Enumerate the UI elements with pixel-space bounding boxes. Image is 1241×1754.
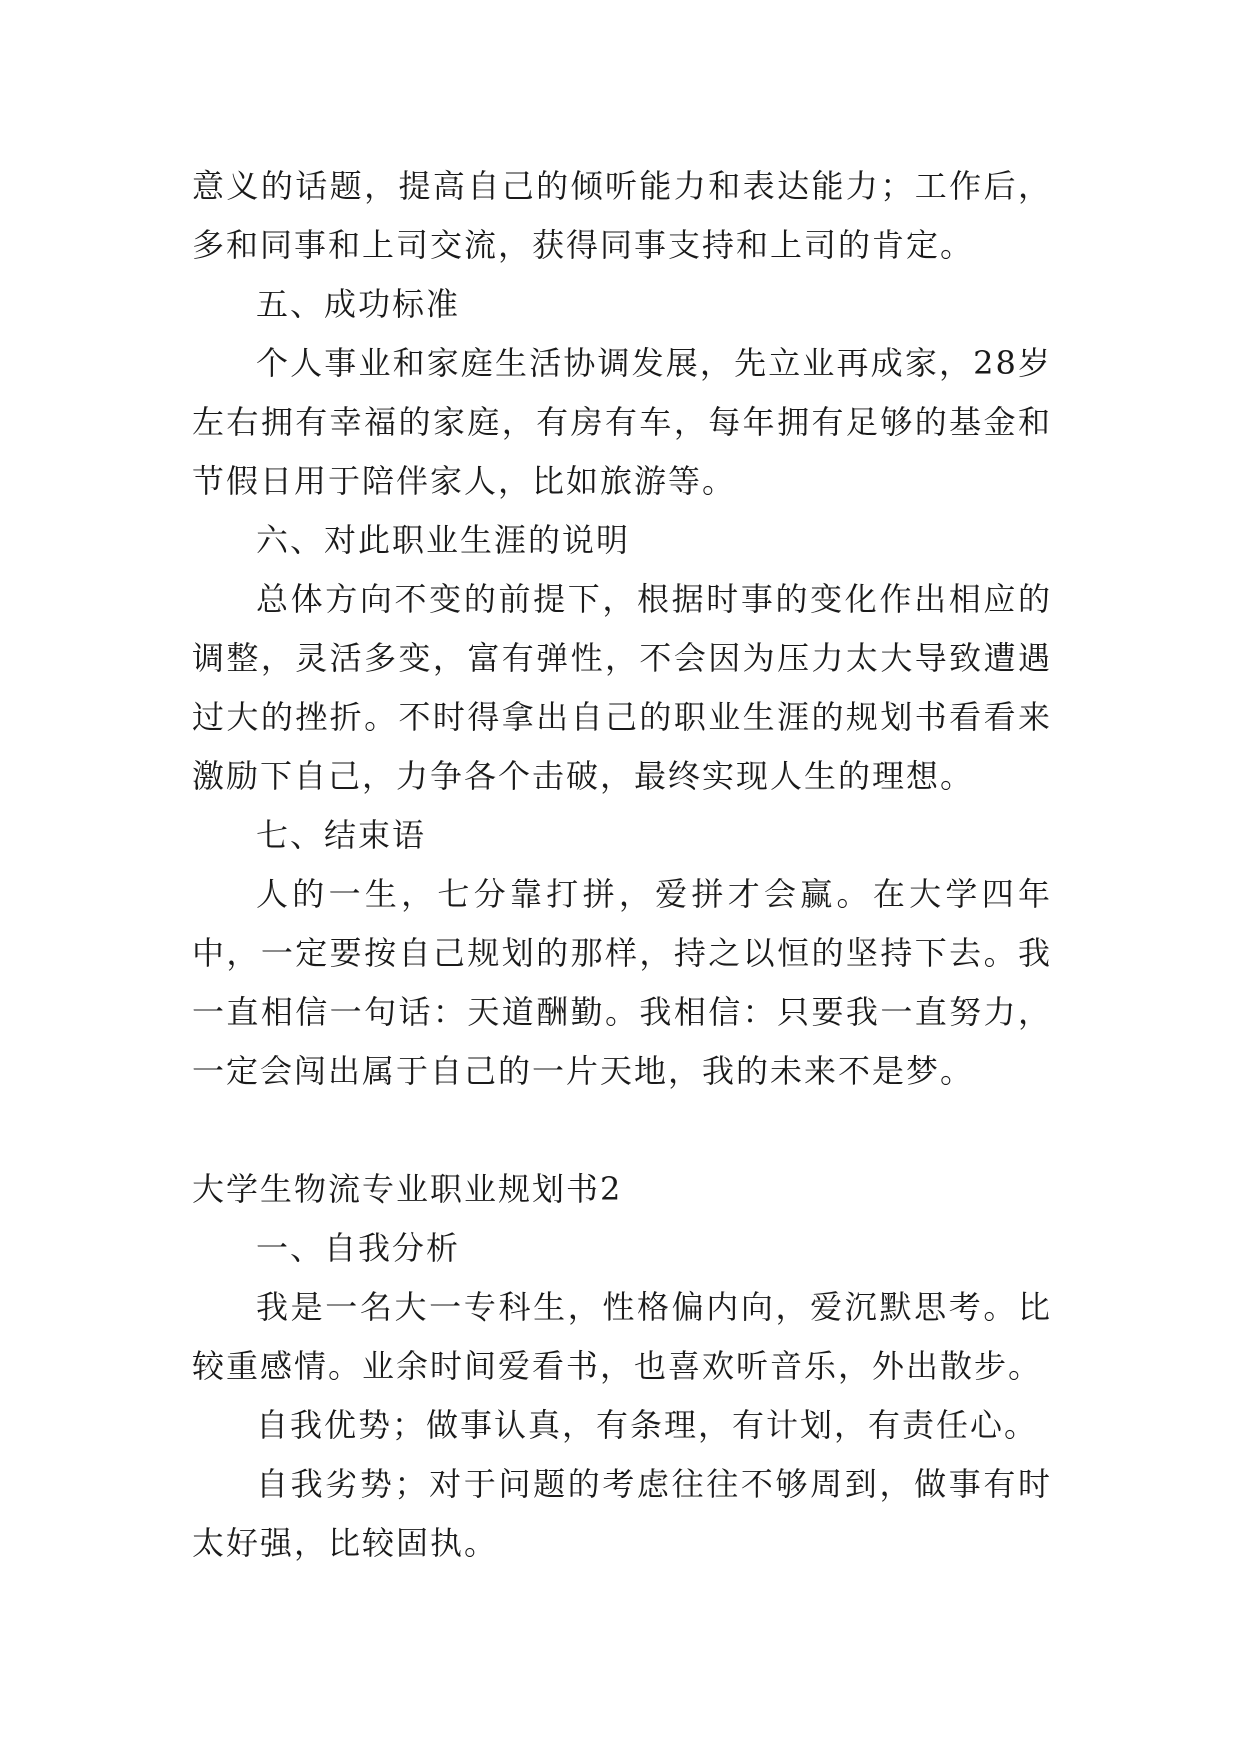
document-title-2: 大学生物流专业职业规划书2: [192, 1170, 623, 1208]
paragraph-strengths: 自我优势；做事认真，有条理，有计划，有责任心。: [256, 1406, 1039, 1444]
document-body: [192, 157, 1052, 1573]
section-heading-success-criteria: 五、成功标准: [256, 285, 461, 323]
section-heading-conclusion: 七、结束语: [256, 816, 427, 854]
paragraph-success-criteria: 个人事业和家庭生活协调发展，先立业再成家，28岁左右拥有幸福的家庭，有房有车，每年拥有足够的基金和节假日用于陪伴家人，比如旅游等。: [192, 344, 1052, 500]
paragraph-conclusion: 人的一生，七分靠打拼，爱拼才会赢。在大学四年中，一定要按自己规划的那样，持之以恒的坚持下去。我一直相信一句话：天道酬勤。我相信：只要我一直努力，一定会闯出属于自己的一片天地，我的未来不是梦。: [192, 875, 1052, 1090]
section-heading-career-note: 六、对此职业生涯的说明: [256, 521, 631, 559]
paragraph-career-note: 总体方向不变的前提下，根据时事的变化作出相应的调整，灵活多变，富有弹性，不会因为压力太大导致遭遇过大的挫折。不时得拿出自己的职业生涯的规划书看看来激励下自己，力争各个击破，最终实现人生的理想。: [192, 580, 1052, 795]
paragraph-self-intro: 我是一名大一专科生，性格偏内向，爱沉默思考。比较重感情。业余时间爱看书，也喜欢听音乐，外出散步。: [192, 1288, 1052, 1385]
section-heading-self-analysis: 一、自我分析: [256, 1229, 461, 1267]
paragraph-communication: 意义的话题，提高自己的倾听能力和表达能力；工作后，多和同事和上司交流，获得同事支持和上司的肯定。: [192, 167, 1052, 264]
paragraph-weaknesses: 自我劣势；对于问题的考虑往往不够周到，做事有时太好强，比较固执。: [192, 1465, 1052, 1562]
